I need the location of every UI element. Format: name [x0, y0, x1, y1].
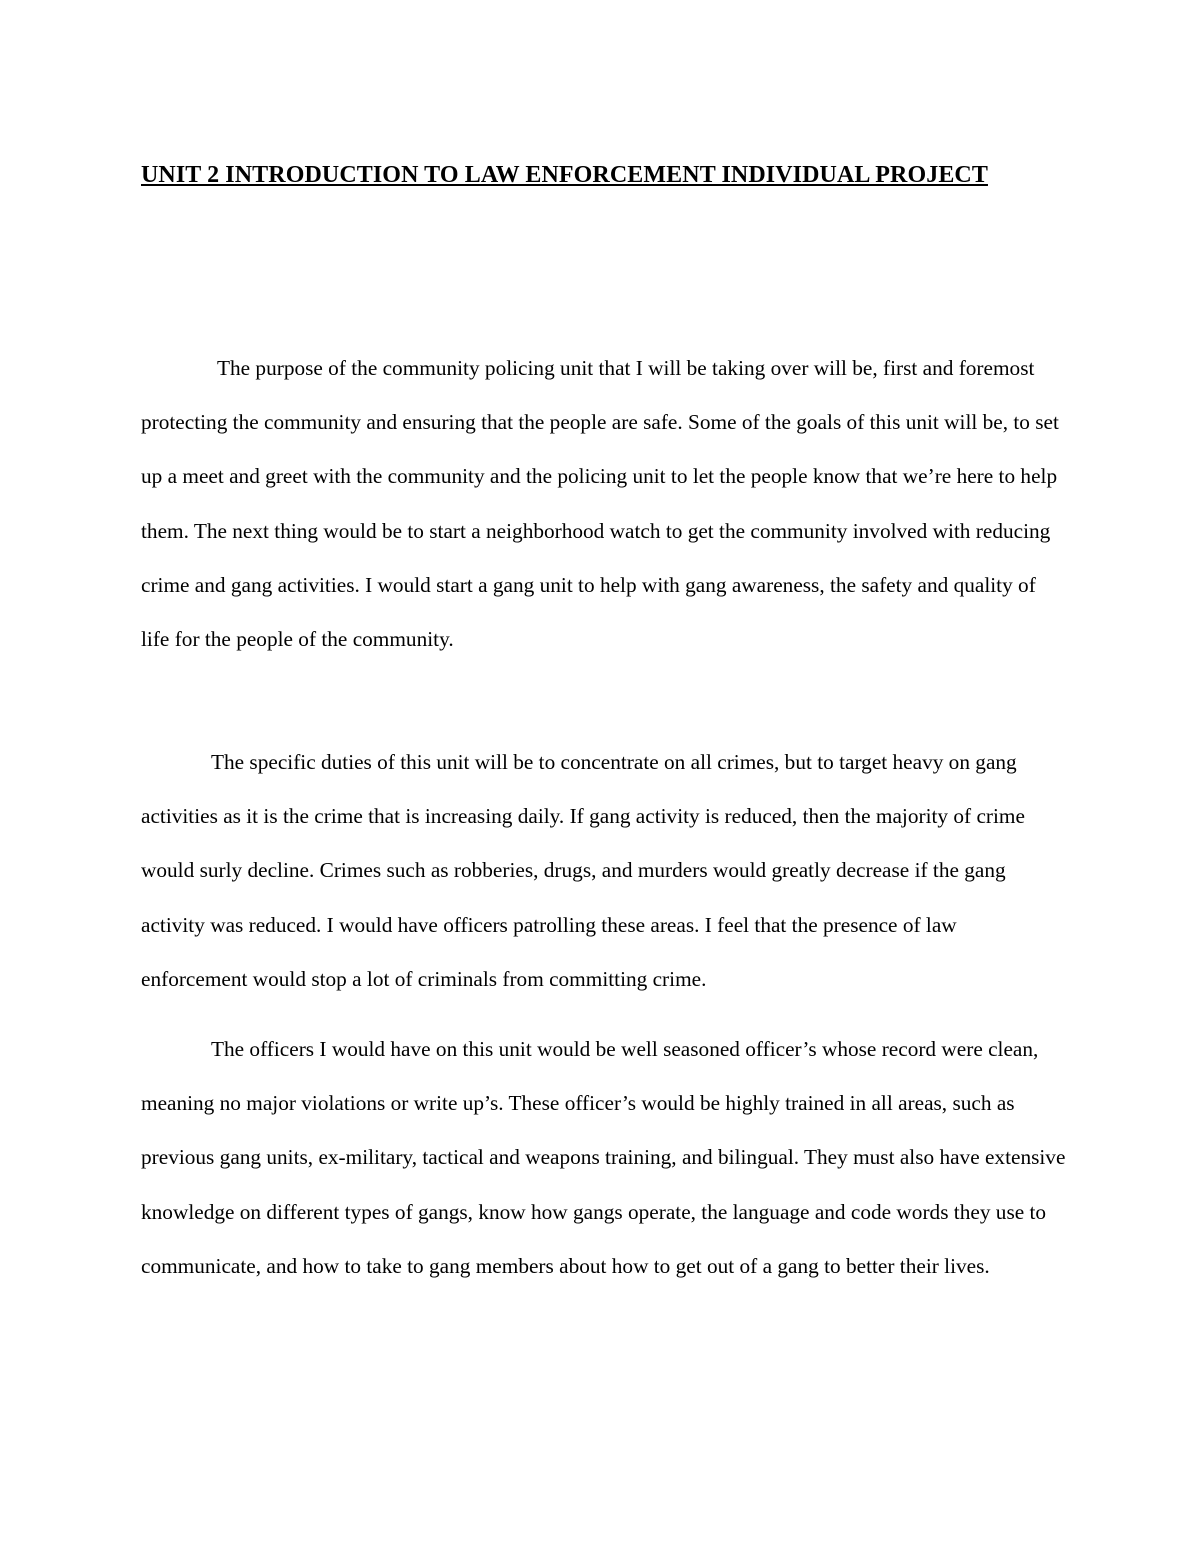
paragraph-purpose: The purpose of the community policing unit that I will be taking over will be, first and foremost protecting the community and ensuring that the people are safe. Some of the goals of this unit will be, to set up a meet and greet with the community and the policing unit to let the people know that we’re here to help them. The next thing would be to start a neighborhood watch to get the community involved with reducing crime and gang activities. I would start a gang unit to help with gang awareness, the safety and quality of life for the people of the community.	[141, 356, 1059, 652]
paragraph-duties: The specific duties of this unit will be to concentrate on all crimes, but to target heavy on gang activities as it is the crime that is increasing daily. If gang activity is reduced, then the majority of crime would surly decline. Crimes such as robberies, drugs, and murders would greatly decrease if the gang activity was reduced. I would have officers patrolling these areas. I feel that the presence of law enforcement would stop a lot of criminals from committing crime.	[141, 750, 1025, 991]
document-title: UNIT 2 INTRODUCTION TO LAW ENFORCEMENT INDIVIDUAL PROJECT	[141, 162, 988, 188]
paragraph-officers: The officers I would have on this unit would be well seasoned officer’s whose record were clean, meaning no major violations or write up’s. These officer’s would be highly trained in all areas, such as previous gang units, ex-military, tactical and weapons training, and bilingual. They must also have extensive knowledge on different types of gangs, know how gangs operate, the language and code words they use to communicate, and how to take to gang members about how to get out of a gang to better their lives.	[141, 1037, 1066, 1278]
